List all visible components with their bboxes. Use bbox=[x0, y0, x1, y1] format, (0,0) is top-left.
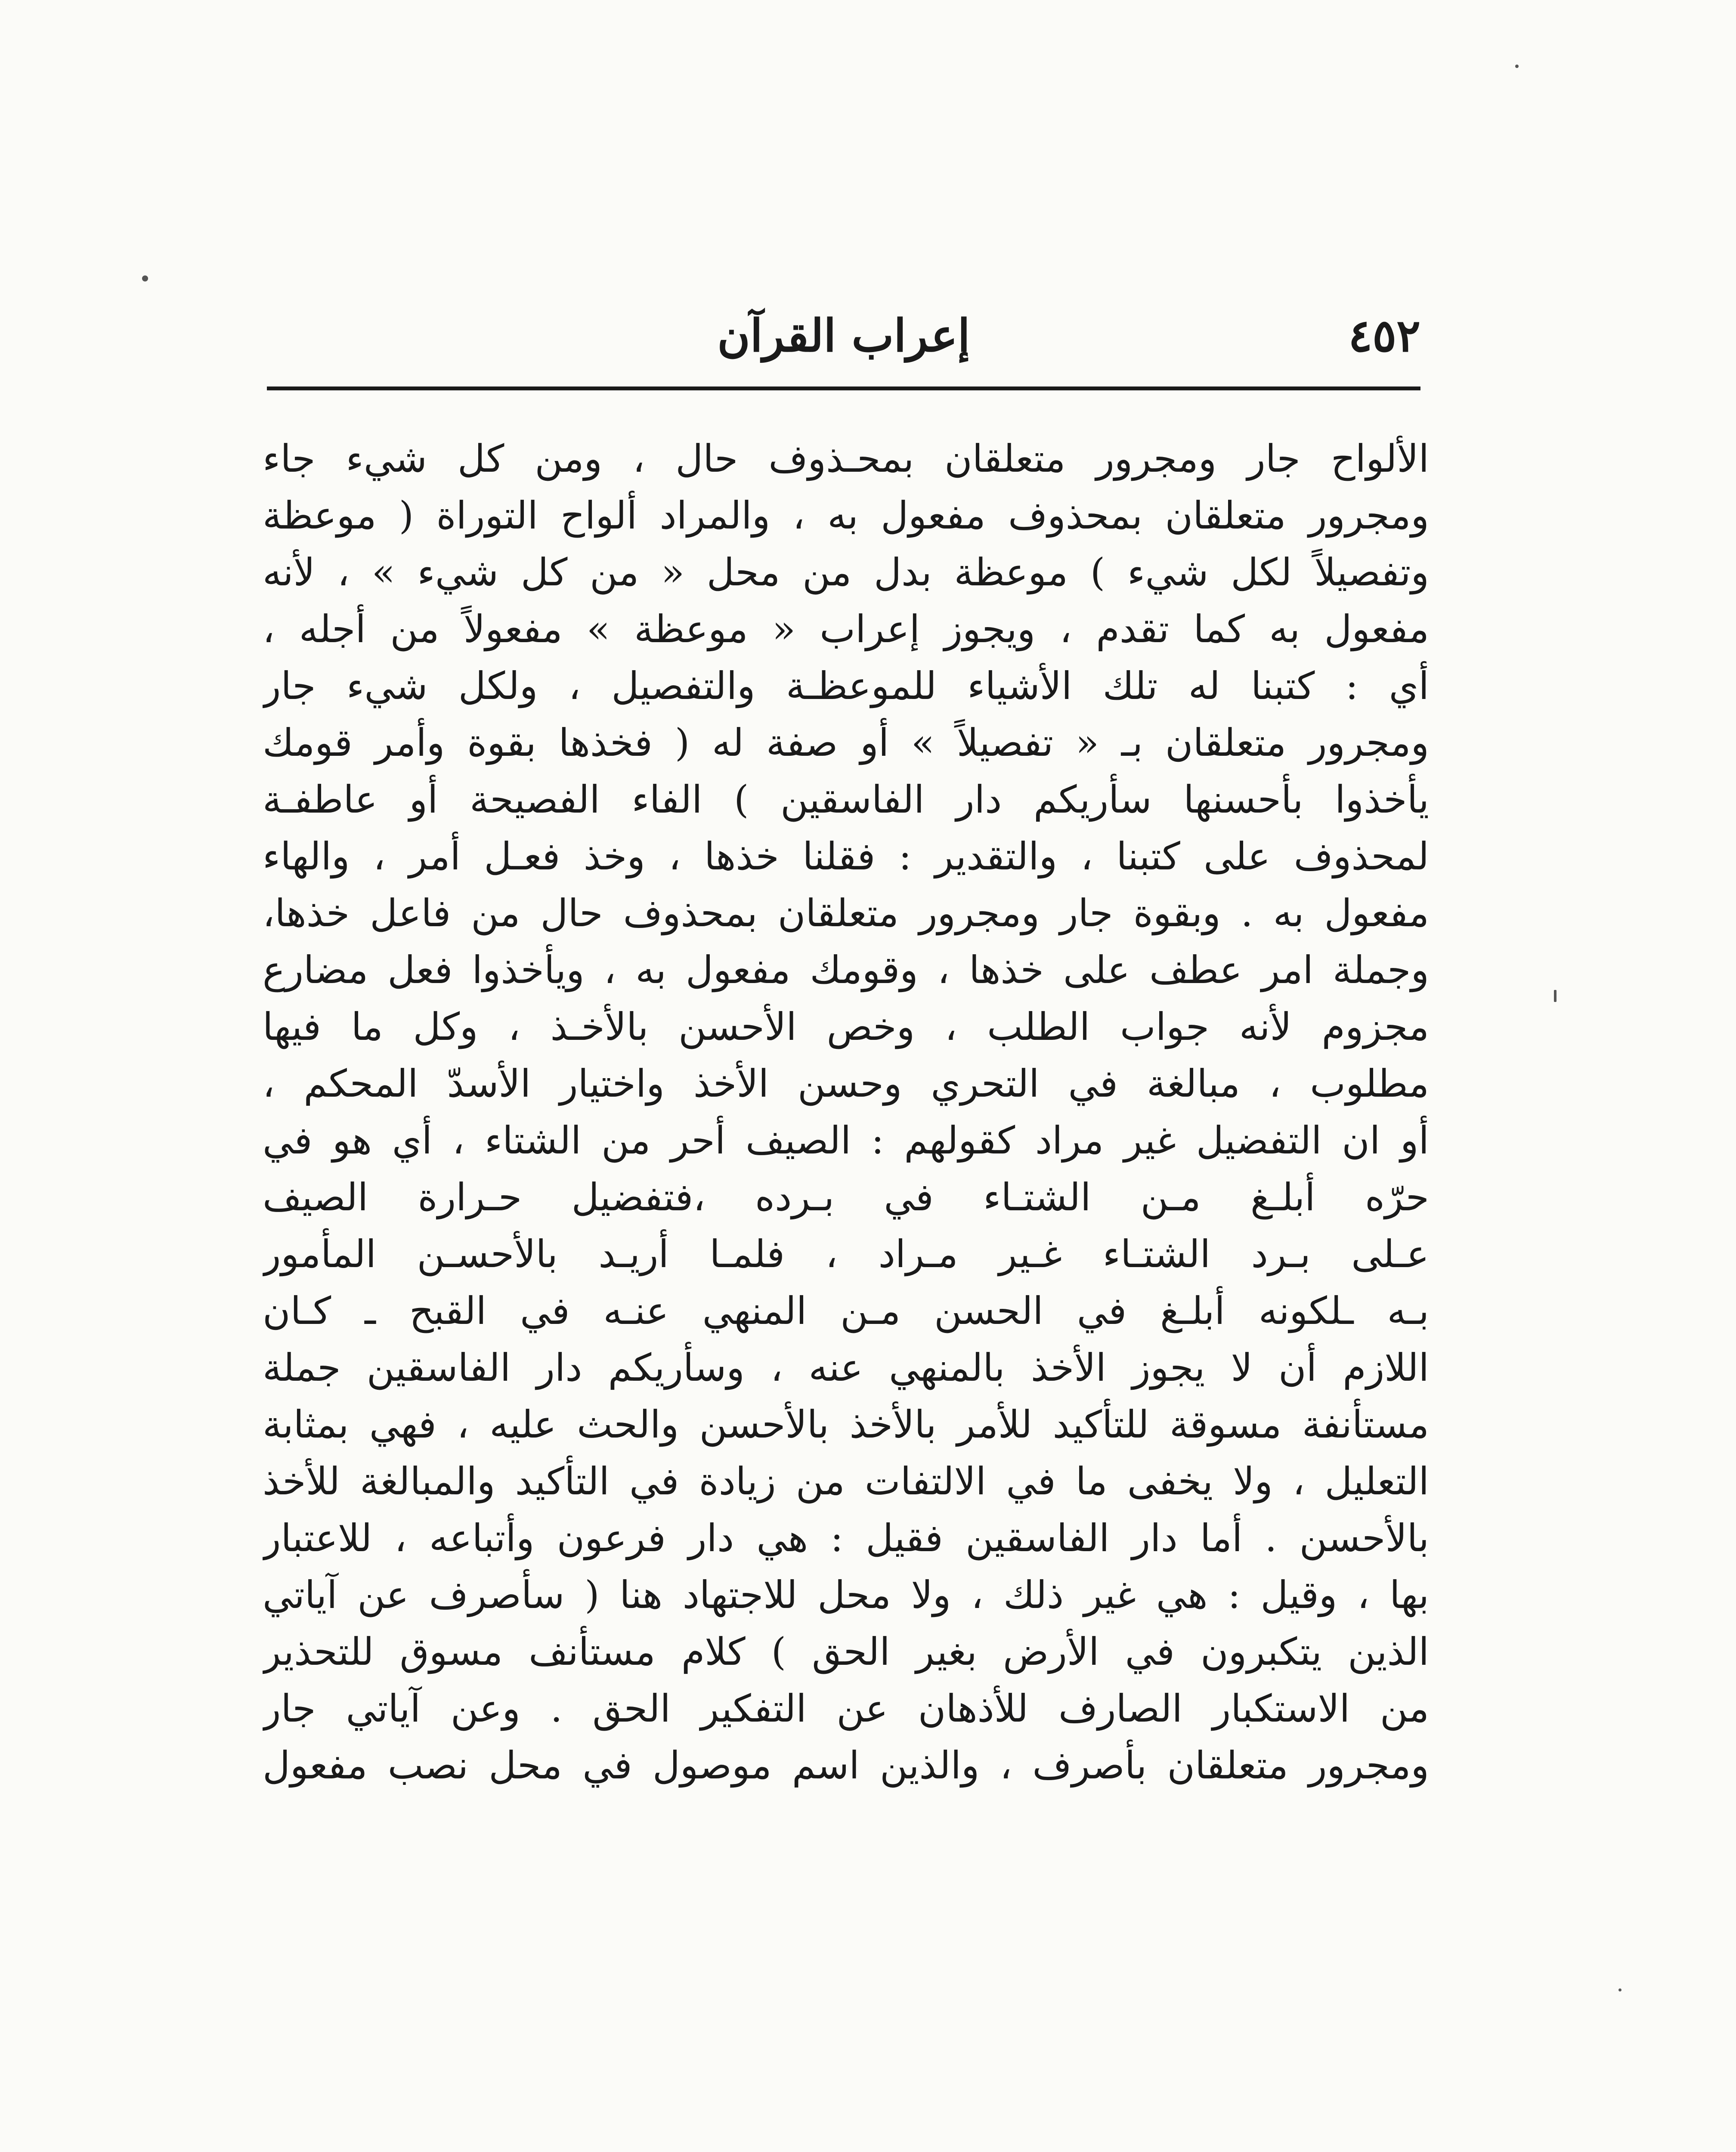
text-line: لمحذوف على كتبنا ، والتقدير : فقلنا خذها ، وخذ فعـل أمر ، والهاء bbox=[263, 834, 1429, 878]
text-line: أو ان التفضيل غير مراد كقولهم : الصيف أحر من الشتاء ، أي هو في bbox=[263, 1118, 1429, 1163]
text-line: مفعول به . وبقوة جار ومجرور متعلقان بمحذوف حال من فاعل خذها، bbox=[263, 891, 1429, 935]
text-line: وجملة امر عطف على خذها ، وقومك مفعول به ، ويأخذوا فعل مضارع bbox=[263, 948, 1429, 992]
text-line: مستأنفة مسوقة للتأكيد للأمر بالأخذ بالأحسن والحث عليه ، فهي بمثابة bbox=[263, 1402, 1429, 1447]
text-line: بـه ـلكونه أبلـغ في الحسن مـن المنهي عنـه في القبح ـ كـان bbox=[263, 1289, 1429, 1333]
running-title: إعراب القرآن bbox=[717, 309, 970, 362]
text-line: ومجرور متعلقان بـ « تفصيلاً » أو صفة له ( فخذها بقوة وأمر قومك bbox=[263, 720, 1429, 765]
text-line: اللازم أن لا يجوز الأخذ بالمنهي عنه ، وسأريكم دار الفاسقين جملة bbox=[263, 1345, 1429, 1390]
text-line: التعليل ، ولا يخفى ما في الالتفات من زيادة في التأكيد والمبالغة للأخذ bbox=[263, 1459, 1429, 1503]
text-line: مطلوب ، مبالغة في التحري وحسن الأخذ واختيار الأسدّ المحكم ، bbox=[263, 1061, 1429, 1106]
text-line: بها ، وقيل : هي غير ذلك ، ولا محل للاجتهاد هنا ( سأصرف عن آياتي bbox=[263, 1573, 1429, 1617]
page-number: ٤٥٢ bbox=[1348, 309, 1420, 362]
text-line: من الاستكبار الصارف للأذهان عن التفكير الحق . وعن آياتي جار bbox=[263, 1686, 1429, 1731]
text-line: مفعول به كما تقدم ، ويجوز إعراب « موعظة » مفعولاً من أجله ، bbox=[263, 607, 1429, 651]
text-line: الألواح جار ومجرور متعلقان بمحـذوف حال ، ومن كل شيء جاء bbox=[263, 436, 1429, 481]
text-line: مجزوم لأنه جواب الطلب ، وخص الأحسن بالأخـذ ، وكل ما فيها bbox=[263, 1005, 1429, 1049]
text-line: يأخذوا بأحسنها سأريكم دار الفاسقين ) الفاء الفصيحة أو عاطفـة bbox=[263, 777, 1429, 822]
text-line: ومجرور متعلقان بأصرف ، والذين اسم موصول في محل نصب مفعول bbox=[263, 1743, 1429, 1787]
text-line: بالأحسن . أما دار الفاسقين فقيل : هي دار فرعون وأتباعه ، للاعتبار bbox=[263, 1516, 1429, 1560]
text-line: حرّه أبلـغ مـن الشتـاء في بـرده ،فتفضيل حـرارة الصيف bbox=[263, 1175, 1429, 1219]
scan-speck bbox=[1618, 1988, 1622, 1991]
text-line: وتفصيلاً لكل شيء ) موعظة بدل من محل « من كل شيء » ، لأنه bbox=[263, 550, 1429, 594]
text-line: الذين يتكبرون في الأرض بغير الحق ) كلام مستأنف مسوق للتحذير bbox=[263, 1629, 1429, 1674]
header-rule bbox=[267, 386, 1420, 390]
scan-speck bbox=[1554, 990, 1557, 1002]
scan-speck bbox=[142, 275, 148, 281]
page-header bbox=[267, 301, 1420, 374]
body-text bbox=[263, 430, 1429, 1794]
text-line: عـلى بـرد الشتـاء غـير مـراد ، فلمـا أريـد بالأحسـن المأمور bbox=[263, 1232, 1429, 1276]
scan-speck bbox=[1515, 65, 1519, 68]
text-line: ومجرور متعلقان بمحذوف مفعول به ، والمراد ألواح التوراة ( موعظة bbox=[263, 493, 1429, 538]
text-line: أي : كتبنا له تلك الأشياء للموعظـة والتفصيل ، ولكل شيء جار bbox=[263, 664, 1429, 708]
